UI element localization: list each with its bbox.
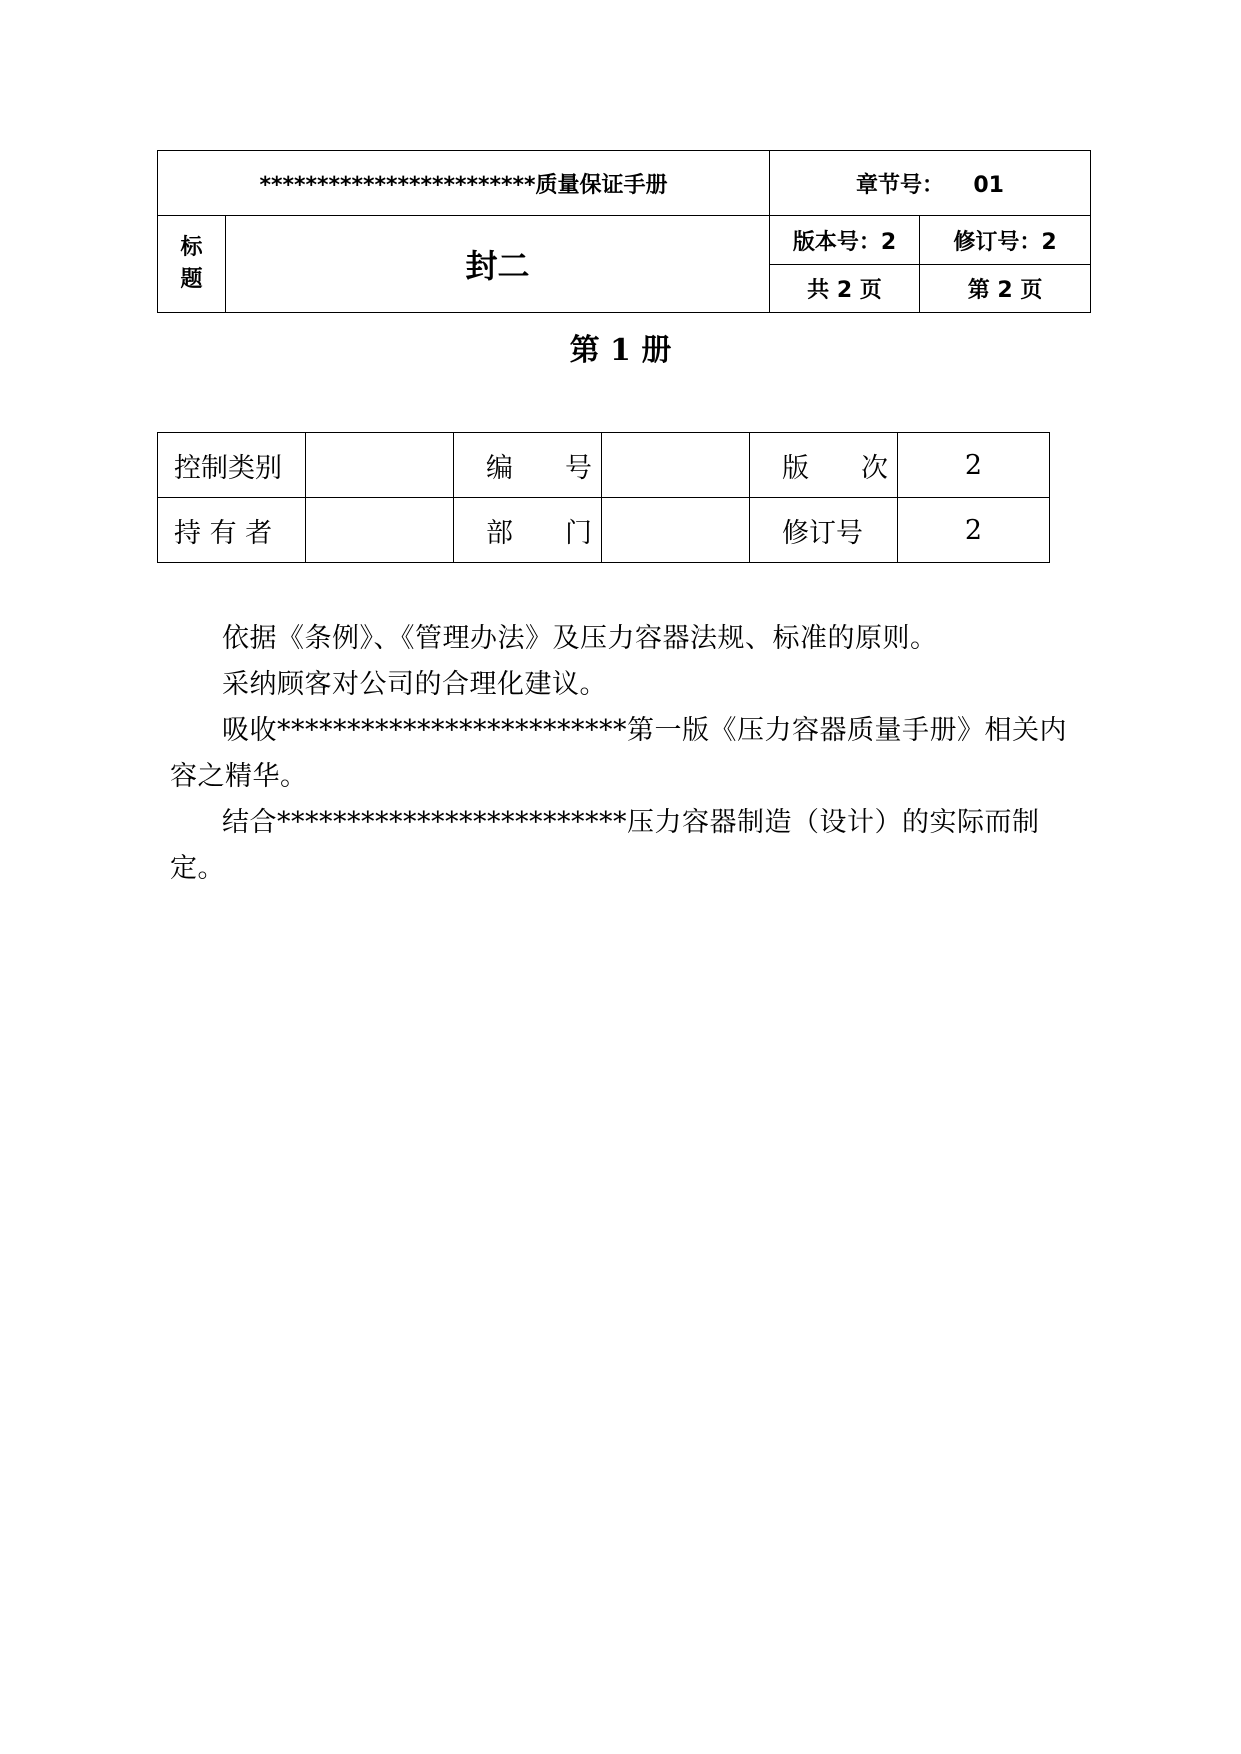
- paragraph: 吸收*************************第一版《压力容器质量手册》相关内容之精华。: [170, 715, 1067, 792]
- revision-number: 修订号：2: [920, 216, 1091, 265]
- paragraph: 采纳顾客对公司的合理化建议。: [222, 669, 607, 700]
- control-category-value: [306, 433, 454, 498]
- department-label-part2: 门: [565, 517, 592, 549]
- control-table: [157, 432, 1050, 563]
- number-label-part2: 号: [565, 452, 592, 484]
- table-row: [158, 433, 1050, 498]
- number-label-part1: 编: [486, 452, 513, 484]
- revision-label: 修订号: [750, 498, 898, 563]
- title-label-line2: 题: [180, 267, 203, 292]
- volume-heading: 第 1 册: [569, 333, 672, 368]
- chapter-label: 章节号：: [856, 172, 945, 198]
- chapter-number: [770, 151, 1091, 216]
- document-title: 封二: [226, 216, 770, 313]
- department-value: [602, 498, 750, 563]
- page-number: 第 2 页: [920, 265, 1091, 313]
- holder-label: 持 有 者: [158, 498, 306, 563]
- title-label: [158, 216, 226, 313]
- holder-value: [306, 498, 454, 563]
- number-label: [454, 433, 602, 498]
- department-label-part1: 部: [486, 517, 513, 549]
- header-table: [157, 150, 1091, 313]
- edition-value: 2: [898, 433, 1050, 498]
- edition-label: [750, 433, 898, 498]
- version-number: 版本号：2: [770, 216, 920, 265]
- manual-title: ************************质量保证手册: [158, 151, 770, 216]
- chapter-value: 01: [973, 172, 1004, 198]
- number-value: [602, 433, 750, 498]
- title-label-line1: 标: [180, 235, 203, 260]
- paragraph: 依据《条例》、《管理办法》及压力容器法规、标准的原则。: [222, 623, 938, 654]
- total-pages: 共 2 页: [770, 265, 920, 313]
- edition-label-part1: 版: [782, 452, 809, 484]
- paragraph: 结合*************************压力容器制造（设计）的实际而制定。: [170, 807, 1040, 884]
- table-row: [158, 498, 1050, 563]
- department-label: [454, 498, 602, 563]
- edition-label-part2: 次: [861, 452, 888, 484]
- control-category-label: 控制类别: [158, 433, 306, 498]
- body-text: [170, 616, 1075, 892]
- revision-value: 2: [898, 498, 1050, 563]
